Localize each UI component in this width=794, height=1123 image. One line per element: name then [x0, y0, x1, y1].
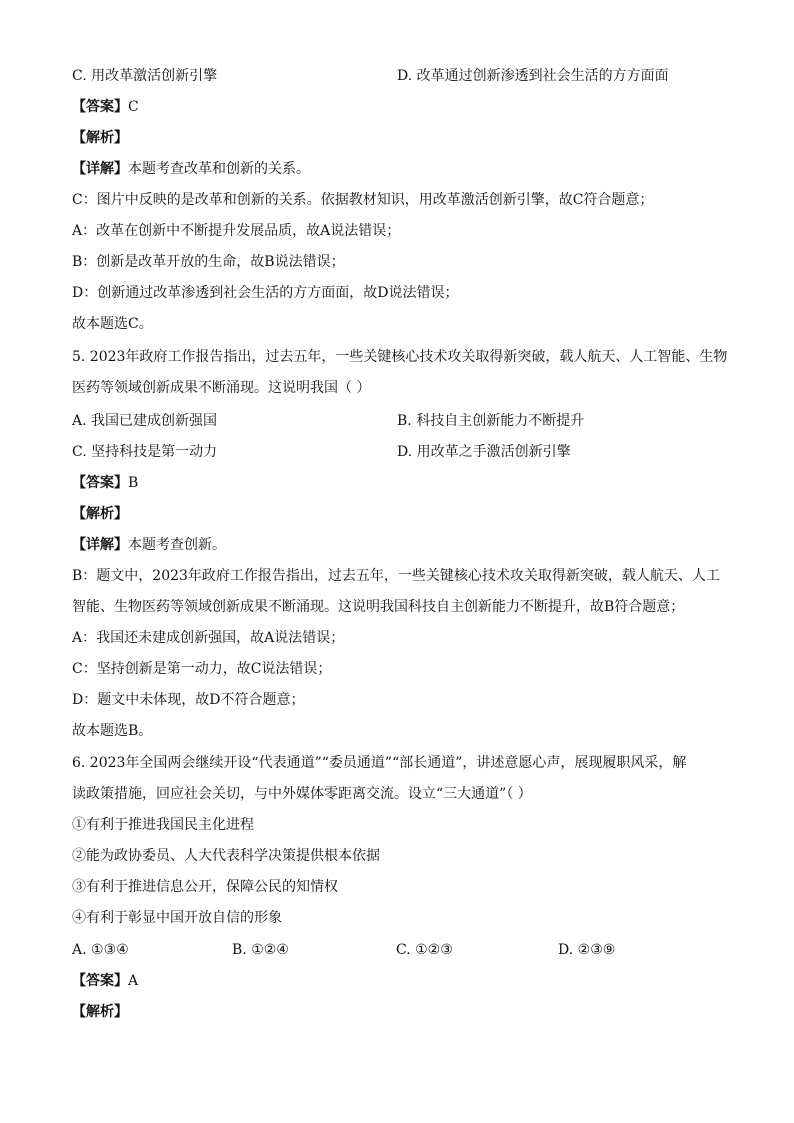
q5-explanation-d: D：题文中未体现，故D不符合题意；: [72, 692, 305, 708]
q5-explanation-b-line1: B：题文中，2023年政府工作报告指出，过去五年，一些关键核心技术攻关取得新突破，载人航天、人工: [72, 568, 720, 584]
q6-statement-4: ④有利于彰显中国开放自信的形象: [72, 910, 282, 926]
q4-detail: 【详解】本题考查改革和创新的关系。: [72, 161, 310, 177]
q4-analysis-label: 【解析】: [72, 130, 128, 146]
q5-detail: 【详解】本题考查创新。: [72, 537, 226, 553]
q5-options-row-cd: [72, 442, 732, 462]
q5-conclusion: 故本题选B。: [72, 723, 153, 739]
q6-option-c[interactable]: C. ①②③: [396, 942, 453, 958]
q5-options-row-ab: [72, 411, 732, 431]
q5-option-d[interactable]: D. 用改革之手激活创新引擎: [397, 444, 571, 460]
q4-explanation-c: C：图片中反映的是改革和创新的关系。依据教材知识，用改革激活创新引擎，故C符合题意；: [72, 192, 654, 208]
q5-option-b[interactable]: B. 科技自主创新能力不断提升: [397, 413, 585, 429]
q4-option-c[interactable]: C. 用改革激活创新引擎: [72, 68, 218, 84]
q5-option-a[interactable]: A. 我国已建成创新强国: [72, 413, 218, 429]
q5-analysis-label: 【解析】: [72, 506, 128, 522]
q5-stem-line1: 5. 2023年政府工作报告指出，过去五年，一些关键核心技术攻关取得新突破，载人航天、人工智能、生物: [72, 349, 728, 365]
q5-answer: 【答案】B: [72, 475, 139, 491]
q4-answer: 【答案】C: [72, 99, 139, 115]
q5-option-c[interactable]: C. 坚持科技是第一动力: [72, 444, 218, 460]
q4-explanation-d: D：创新通过改革渗透到社会生活的方方面面，故D说法错误；: [72, 285, 459, 301]
q4-explanation-b: B：创新是改革开放的生命，故B说法错误；: [72, 254, 345, 270]
q6-answer: 【答案】A: [72, 973, 139, 989]
q6-option-a[interactable]: A. ①③④: [72, 942, 129, 958]
q4-options-row-cd: [72, 66, 732, 86]
q6-stem-line2: 读政策措施，回应社会关切，与中外媒体零距离交流。设立“三大通道”（ ）: [72, 786, 532, 802]
q5-stem-line2: 医药等领域创新成果不断涌现。这说明我国（ ）: [72, 380, 371, 396]
q6-statement-2: ②能为政协委员、人大代表科学决策提供根本依据: [72, 848, 380, 864]
q6-option-d[interactable]: D. ②③⑨: [558, 942, 616, 958]
q6-statement-1: ①有利于推进我国民主化进程: [72, 817, 254, 833]
q4-conclusion: 故本题选C。: [72, 316, 153, 332]
q5-explanation-a: A：我国还未建成创新强国，故A说法错误；: [72, 630, 345, 646]
q5-explanation-b-line2: 智能、生物医药等领域创新成果不断涌现。这说明我国科技自主创新能力不断提升，故B符合题意；: [72, 599, 685, 615]
q4-option-d[interactable]: D. 改革通过创新渗透到社会生活的方方面面: [397, 68, 669, 84]
q6-option-b[interactable]: B. ①②④: [232, 942, 289, 958]
q6-options-row: [72, 940, 732, 960]
q4-explanation-a: A：改革在创新中不断提升发展品质，故A说法错误；: [72, 223, 401, 239]
q6-statement-3: ③有利于推进信息公开，保障公民的知情权: [72, 879, 338, 895]
q6-stem-line1: 6. 2023年全国两会继续开设“代表通道”“委员通道”“部长通道”，讲述意愿心声，展现履职风采，解: [72, 755, 687, 771]
q6-analysis-label: 【解析】: [72, 1004, 128, 1020]
q5-explanation-c: C：坚持创新是第一动力，故C说法错误；: [72, 661, 332, 677]
